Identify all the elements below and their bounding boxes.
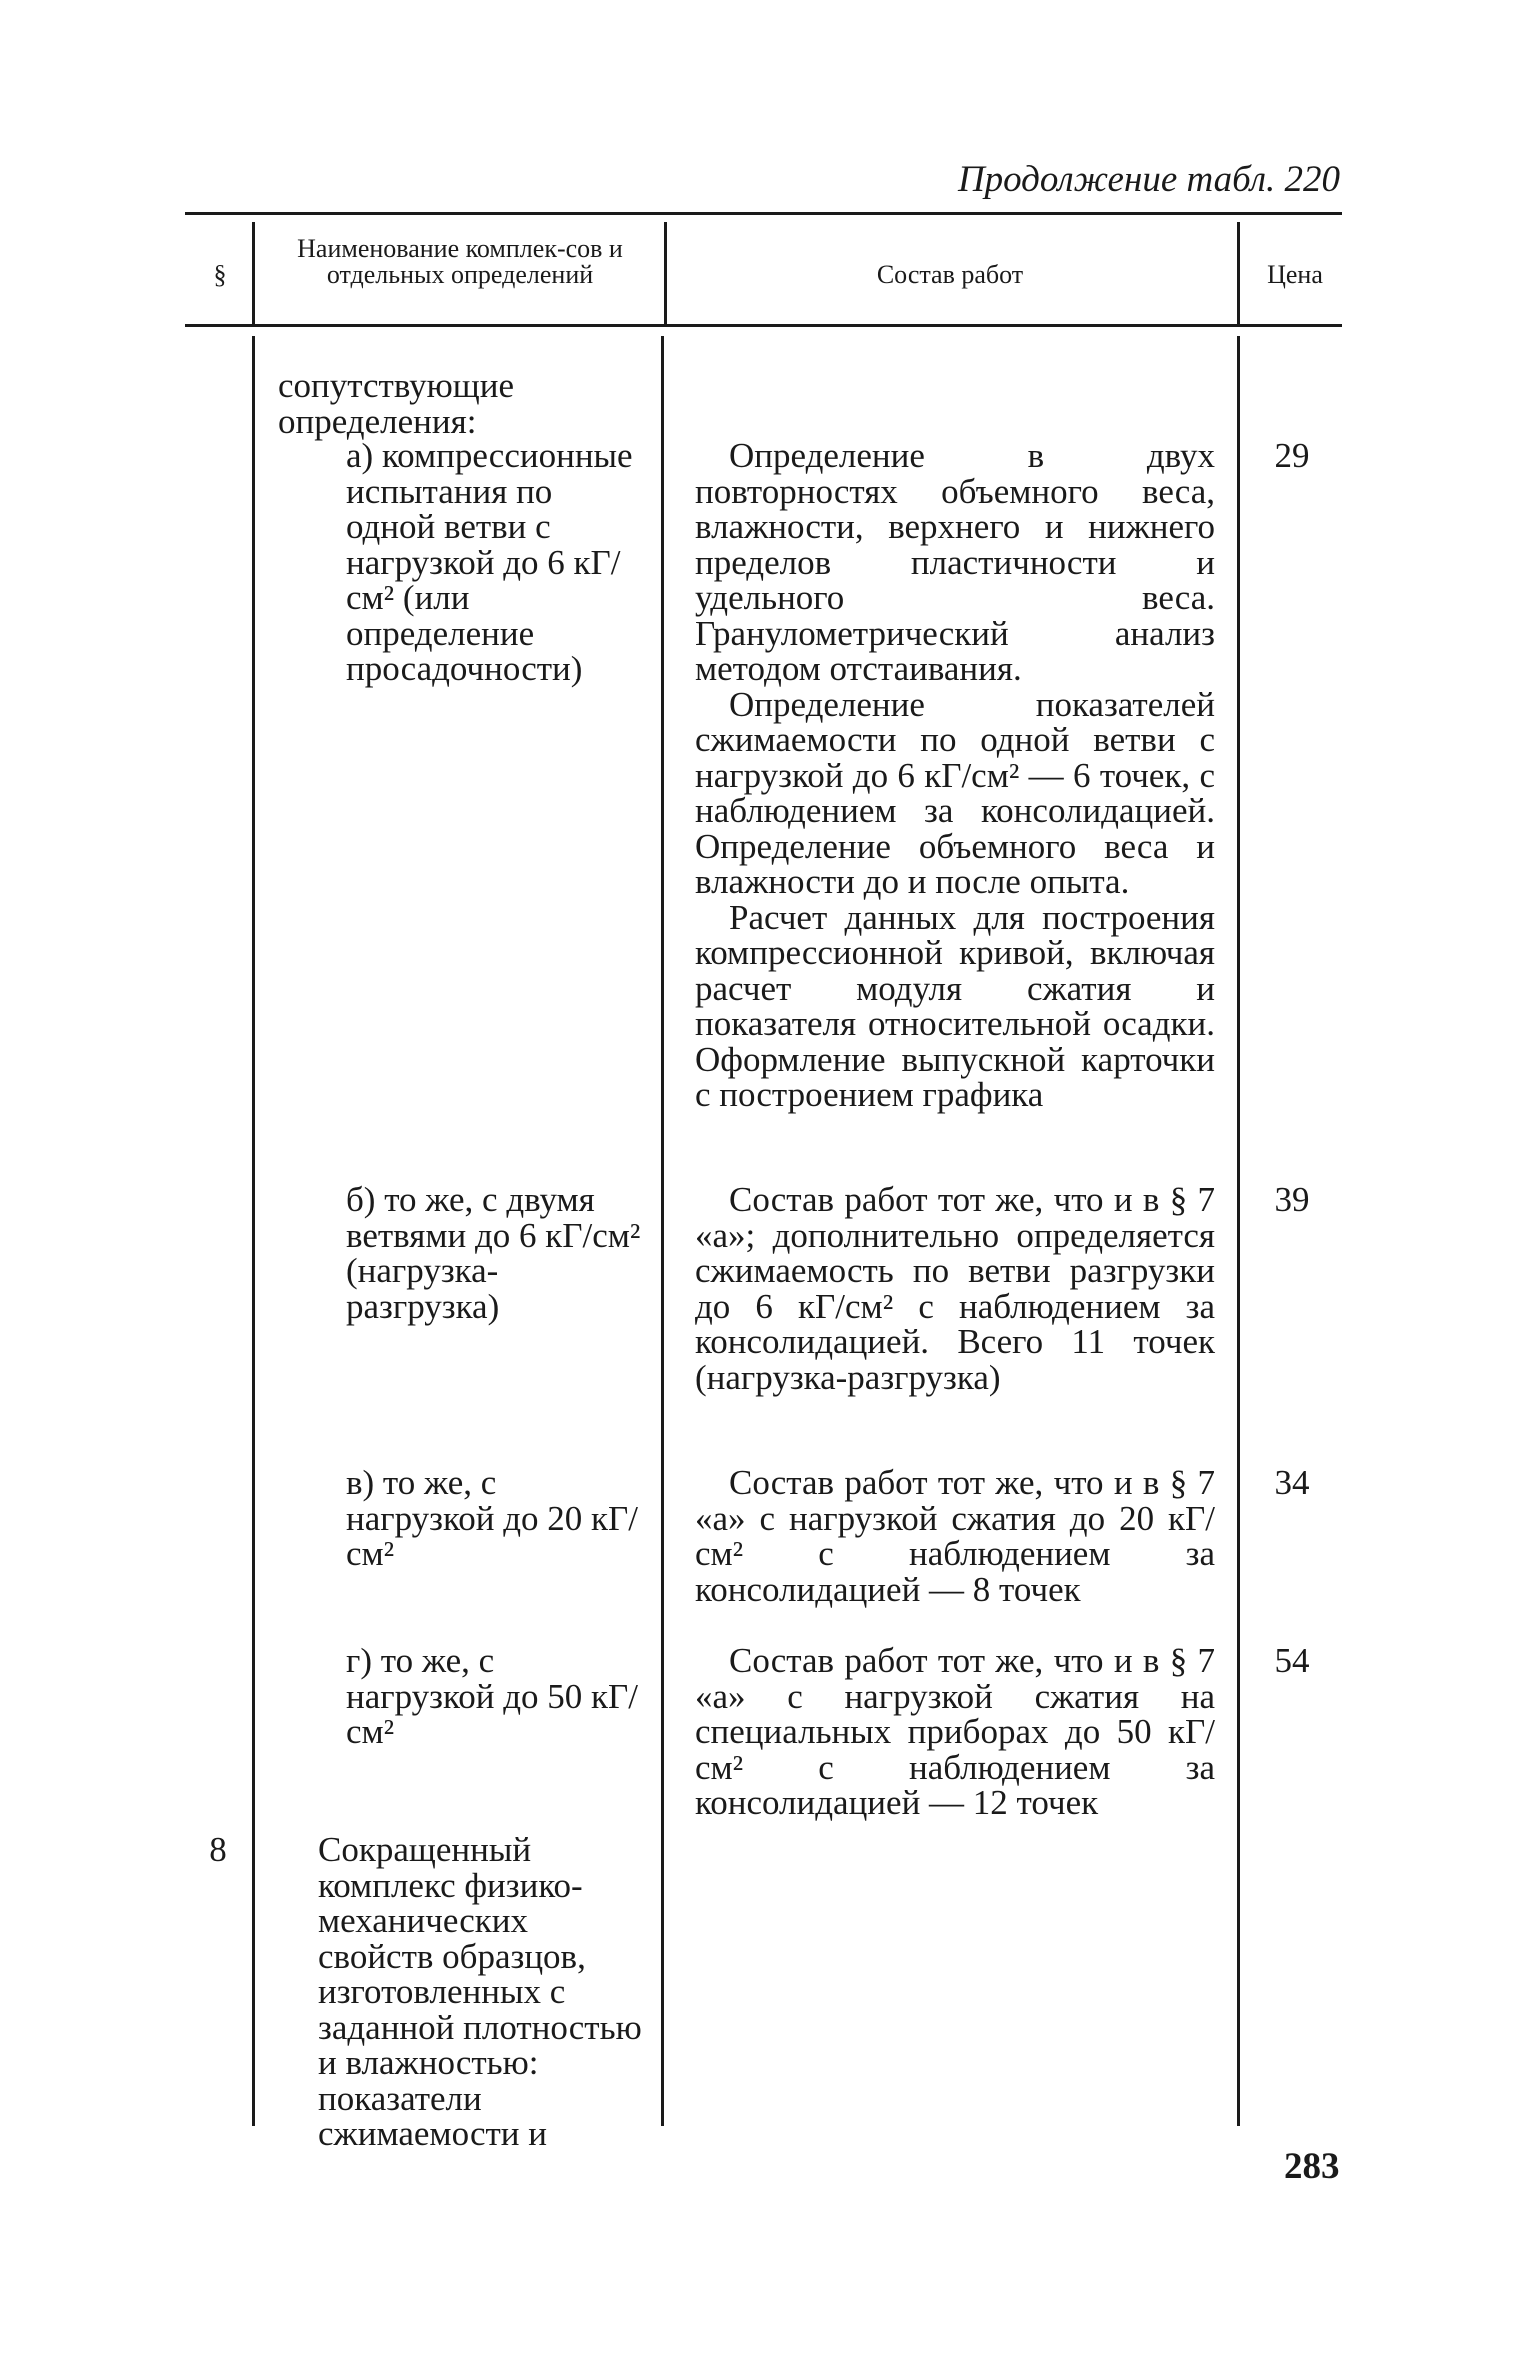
- row-name: Сокращенный комплекс физико-механических свойств образцов, изготовленных с заданной плотностью и влажностью: показатели сжимаемости и: [318, 1830, 642, 2153]
- column-rule: [252, 222, 255, 326]
- row-price: 54: [1274, 1641, 1310, 1680]
- column-rule: [252, 336, 255, 2126]
- row-sub-name: г) то же, с нагрузкой до 50 кГ/см²: [346, 1641, 638, 1751]
- header-bottom-rule: [185, 324, 1342, 327]
- row-work-para: Состав работ тот же, что и в § 7 «а» с нагрузкой сжатия до 20 кГ/см² с наблюдением за консолидацией — 8 точек: [695, 1463, 1215, 1609]
- page-number: 283: [1284, 2146, 1340, 2187]
- row-work-para: Расчет данных для построения компрессионной кривой, включая расчет модуля сжатия и показателя относительной осадки. Оформление выпускной карточки с построением графика: [695, 897, 1215, 1114]
- row-price: 39: [1274, 1180, 1310, 1219]
- header-work: Состав работ: [876, 260, 1024, 289]
- row-work-para: Определение в двух повторностях объемного веса, влажности, верхнего и нижнего пределов пластичности и удельного веса. Гранулометрический анализ методом отстаивания.: [695, 436, 1215, 688]
- column-rule: [1237, 336, 1240, 2126]
- column-rule: [664, 222, 667, 326]
- row-work-para: Определение показателей сжимаемости по одной ветви с нагрузкой до 6 кГ/см² — 6 точек, с наблюдением за консолидацией. Определение объемного веса и влажности до и после опыта.: [695, 684, 1215, 901]
- column-rule: [1237, 222, 1240, 326]
- row-work-para: Состав работ тот же, что и в § 7 «а»; дополнительно определяется сжимаемость по ветви разгрузки до 6 кГ/см² с наблюдением за консолидацией. Всего 11 точек (нагрузка-разгрузка): [695, 1180, 1215, 1397]
- row-work: [695, 1465, 1215, 1607]
- row-para-number: 8: [209, 1830, 227, 1869]
- row-sub-name: а) компрессионные испытания по одной ветви с нагрузкой до 6 кГ/см² (или определение просадочности): [346, 436, 633, 688]
- header-top-rule: [185, 212, 1342, 215]
- row-sub-name: в) то же, с нагрузкой до 20 кГ/см²: [346, 1463, 638, 1573]
- header-name: Наименование комплек-сов и отдельных определений: [297, 234, 623, 289]
- header-price: Цена: [1267, 260, 1323, 289]
- row-price: 34: [1274, 1463, 1310, 1502]
- row-name: сопутствующие определения:: [278, 366, 515, 441]
- row-price: 29: [1274, 436, 1310, 475]
- table-caption: Продолжение табл. 220: [957, 159, 1340, 200]
- row-work: [695, 438, 1215, 1113]
- row-work-para: Состав работ тот же, что и в § 7 «а» с нагрузкой сжатия на специальных приборах до 50 кГ/см² с наблюдением за консолидацией — 12 точек: [695, 1641, 1215, 1822]
- header-para: §: [213, 260, 227, 289]
- row-work: [695, 1182, 1215, 1395]
- column-rule: [661, 336, 664, 2126]
- row-work: [695, 1643, 1215, 1821]
- row-sub-name: б) то же, с двумя ветвями до 6 кГ/см² (нагрузка-разгрузка): [346, 1180, 641, 1326]
